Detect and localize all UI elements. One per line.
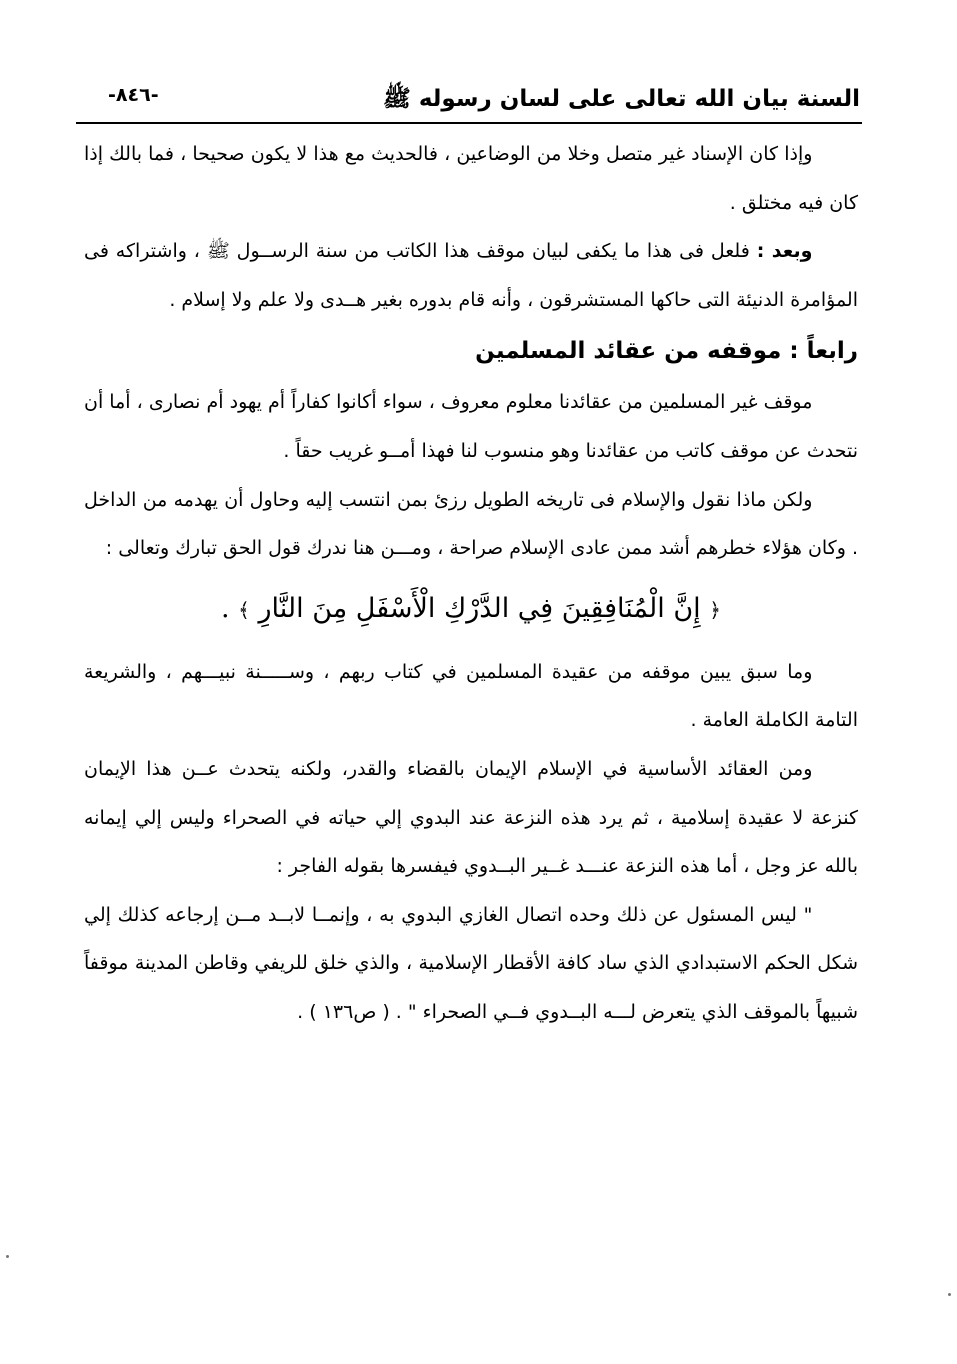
- quran-verse: [84, 581, 858, 638]
- document-body: [84, 130, 858, 1037]
- running-title: السنة بيان الله تعالى على لسان رسوله ﷺ: [383, 86, 860, 112]
- verse-close-bracket: ﴾: [238, 597, 250, 622]
- paragraph-2-lead: وبعد :: [756, 240, 813, 263]
- header-divider: [76, 122, 862, 124]
- paragraph-5: وما سبق يبين موقفه من عقيدة المسلمين في كتاب ربهم ، وســـــنة نبيـــهم ، والشريعة التامة الكاملة العامة .: [84, 660, 858, 732]
- paragraph-2: [84, 227, 858, 324]
- verse-period: .: [220, 592, 230, 624]
- paragraph-3: موقف غير المسلمين من عقائدنا معلوم معروف ، سواء أكانوا كفاراً أم يهود أم نصارى ، أما أن نتحدث عن موقف كاتب من عقائدنا وهو منسوب لنا فهذا أمــو غريب حقاً .: [84, 391, 858, 462]
- verse-text: إِنَّ الْمُنَافِقِينَ فِي الدَّرْكِ الْأَسْفَلِ مِنَ النَّارِ: [258, 592, 701, 624]
- quotation-paragraph: " ليس المسئول عن ذلك وحده اتصال الغازي البدوي به ، وإنمــا لابــد مــن إرجاعه كذلك إلي شكل الحكم الاستبدادي الذي ساد كافة الأقطار الإسلامية ، والذي خلق للريفي وقاطن المدينة موقفاً شبيهاً بالموقف الذي يتعرض لـــه البــدوي فــي الصحراء " . ( ص١٣٦ ) .: [84, 903, 858, 1023]
- paragraph-1: وإذا كان الإسناد غير متصل وخلا من الوضاعين ، فالحديث مع هذا لا يكون صحيحا ، فما بالك إذا كان فيه مختلق .: [84, 143, 858, 214]
- verse-open-bracket: ﴿: [709, 597, 721, 622]
- paragraph-4: ولكن ماذا نقول والإسلام فى تاريخه الطويل رزئ بمن انتسب إليه وحاول أن يهدمه من الداخل . وكان هؤلاء خطرهم أشد ممن عادى الإسلام صراحة ، ومـــن هنا ندرك قول الحق تبارك وتعالى :: [84, 488, 858, 560]
- paragraph-6: ومن العقائد الأساسية في الإسلام الإيمان بالقضاء والقدر، ولكنه يتحدث عــن هذا الإيمان كنزعة لا عقيدة إسلامية ، ثم يرد هذه النزعة عند البدوي إلي حياته في الصحراء وليس إلي إيمانه بالله عز وجل ، أما هذه النزعة عنـــد غــير البــدوي فيفسرها بقوله الفاجر :: [84, 757, 858, 878]
- scan-mark-right: [948, 1293, 951, 1296]
- scan-mark-left: [6, 1255, 9, 1258]
- page-header: [78, 80, 860, 122]
- page-number: -٨٤٦-: [108, 84, 159, 106]
- paragraph-2-text: فلعل فى هذا ما يكفى لبيان موقف هذا الكاتب من سنة الرســول ﷺ ، واشتراكه فى المؤامرة الدنيئة التى حاكها المستشرقون ، وأنه قام بدوره بغير هــدى ولا علم ولا إسلام .: [84, 240, 858, 311]
- section-heading: رابعاً : موقفه من عقائد المسلمين: [475, 338, 858, 365]
